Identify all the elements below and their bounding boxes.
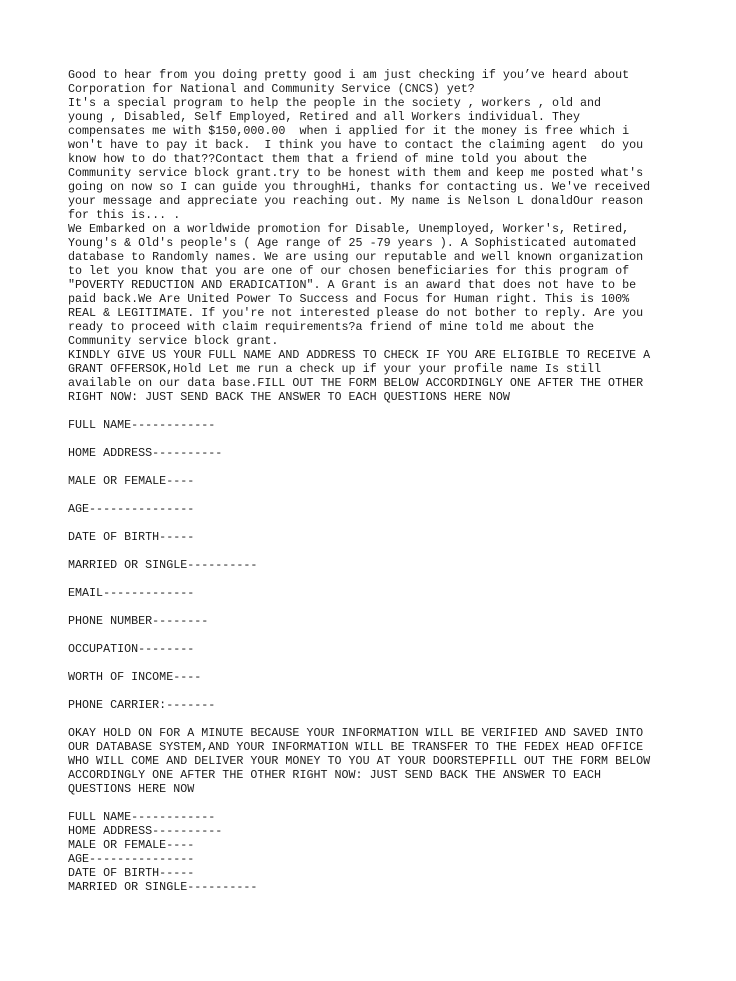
text-line: GRANT OFFERSOK,Hold Let me run a check up if your your profile name Is still	[68, 362, 602, 376]
form-field-gender: MALE OR FEMALE----	[68, 474, 195, 488]
text-line: We Embarked on a worldwide promotion for Disable, Unemployed, Worker's, Retired,	[68, 222, 630, 236]
spacer	[68, 404, 678, 418]
text-line: your message and appreciate you reaching out. My name is Nelson L donaldOur reason	[68, 194, 644, 208]
form-field-age: AGE---------------	[68, 502, 195, 516]
text-line: Community service block grant.try to be honest with them and keep me posted what's	[68, 166, 644, 180]
document-page	[68, 68, 678, 894]
spacer	[68, 684, 678, 698]
spacer	[68, 712, 678, 726]
text-line: "POVERTY REDUCTION AND ERADICATION". A Grant is an award that does not have to be	[68, 278, 637, 292]
spacer	[68, 460, 678, 474]
text-line: to let you know that you are one of our chosen beneficiaries for this program of	[68, 264, 630, 278]
form-field-occupation: OCCUPATION--------	[68, 642, 195, 656]
spacer	[68, 796, 678, 810]
text-line: compensates me with $150,000.00 when i applied for it the money is free which i	[68, 124, 630, 138]
form-field-date-of-birth: DATE OF BIRTH-----	[68, 866, 195, 880]
spacer	[68, 544, 678, 558]
form-field-phone-carrier: PHONE CARRIER:-------	[68, 698, 216, 712]
text-line: paid back.We Are United Power To Success and Focus for Human right. This is 100%	[68, 292, 630, 306]
text-line: Corporation for National and Community Service (CNCS) yet?	[68, 82, 475, 96]
form-field-gender: MALE OR FEMALE----	[68, 838, 195, 852]
spacer	[68, 656, 678, 670]
notice-paragraph	[68, 726, 678, 796]
form-field-marital-status: MARRIED OR SINGLE----------	[68, 558, 258, 572]
form-field-email: EMAIL-------------	[68, 586, 195, 600]
form-field-full-name: FULL NAME------------	[68, 418, 216, 432]
text-line: ready to proceed with claim requirements?a friend of mine told me about the	[68, 320, 595, 334]
text-line: WHO WILL COME AND DELIVER YOUR MONEY TO YOU AT YOUR DOORSTEPFILL OUT THE FORM BELOW	[68, 754, 651, 768]
text-line: OKAY HOLD ON FOR A MINUTE BECAUSE YOUR INFORMATION WILL BE VERIFIED AND SAVED INTO	[68, 726, 644, 740]
text-line: won't have to pay it back. I think you have to contact the claiming agent do you	[68, 138, 644, 152]
spacer	[68, 572, 678, 586]
spacer	[68, 432, 678, 446]
spacer	[68, 600, 678, 614]
form-field-date-of-birth: DATE OF BIRTH-----	[68, 530, 195, 544]
spacer	[68, 488, 678, 502]
text-line: for this is... .	[68, 208, 181, 222]
form-field-home-address: HOME ADDRESS----------	[68, 446, 223, 460]
text-line: Community service block grant.	[68, 334, 279, 348]
form-fields-spaced	[68, 418, 678, 712]
text-line: OUR DATABASE SYSTEM,AND YOUR INFORMATION WILL BE TRANSFER TO THE FEDEX HEAD OFFICE	[68, 740, 644, 754]
form-field-phone-number: PHONE NUMBER--------	[68, 614, 209, 628]
text-line: ACCORDINGLY ONE AFTER THE OTHER RIGHT NOW: JUST SEND BACK THE ANSWER TO EACH	[68, 768, 602, 782]
text-line: KINDLY GIVE US YOUR FULL NAME AND ADDRESS TO CHECK IF YOU ARE ELIGIBLE TO RECEIVE A	[68, 348, 651, 362]
text-line: available on our data base.FILL OUT THE FORM BELOW ACCORDINGLY ONE AFTER THE OTHER	[68, 376, 644, 390]
spacer	[68, 628, 678, 642]
text-line: young , Disabled, Self Employed, Retired and all Workers individual. They	[68, 110, 580, 124]
form-field-age: AGE---------------	[68, 852, 195, 866]
form-fields-compact	[68, 810, 678, 894]
text-line: Good to hear from you doing pretty good i am just checking if you’ve heard about	[68, 68, 630, 82]
text-line: know how to do that??Contact them that a friend of mine told you about the	[68, 152, 588, 166]
form-field-marital-status: MARRIED OR SINGLE----------	[68, 880, 258, 894]
text-line: REAL & LEGITIMATE. If you're not interested please do not bother to reply. Are you	[68, 306, 644, 320]
text-line: RIGHT NOW: JUST SEND BACK THE ANSWER TO EACH QUESTIONS HERE NOW	[68, 390, 510, 404]
text-line: It's a special program to help the people in the society , workers , old and	[68, 96, 602, 110]
text-line: Young's & Old's people's ( Age range of 25 -79 years ). A Sophisticated automated	[68, 236, 637, 250]
form-field-full-name: FULL NAME------------	[68, 810, 216, 824]
form-field-home-address: HOME ADDRESS----------	[68, 824, 223, 838]
spacer	[68, 516, 678, 530]
intro-paragraph	[68, 68, 678, 404]
form-field-income: WORTH OF INCOME----	[68, 670, 202, 684]
text-line: going on now so I can guide you throughHi, thanks for contacting us. We've received	[68, 180, 651, 194]
text-line: database to Randomly names. We are using our reputable and well known organization	[68, 250, 644, 264]
text-line: QUESTIONS HERE NOW	[68, 782, 195, 796]
